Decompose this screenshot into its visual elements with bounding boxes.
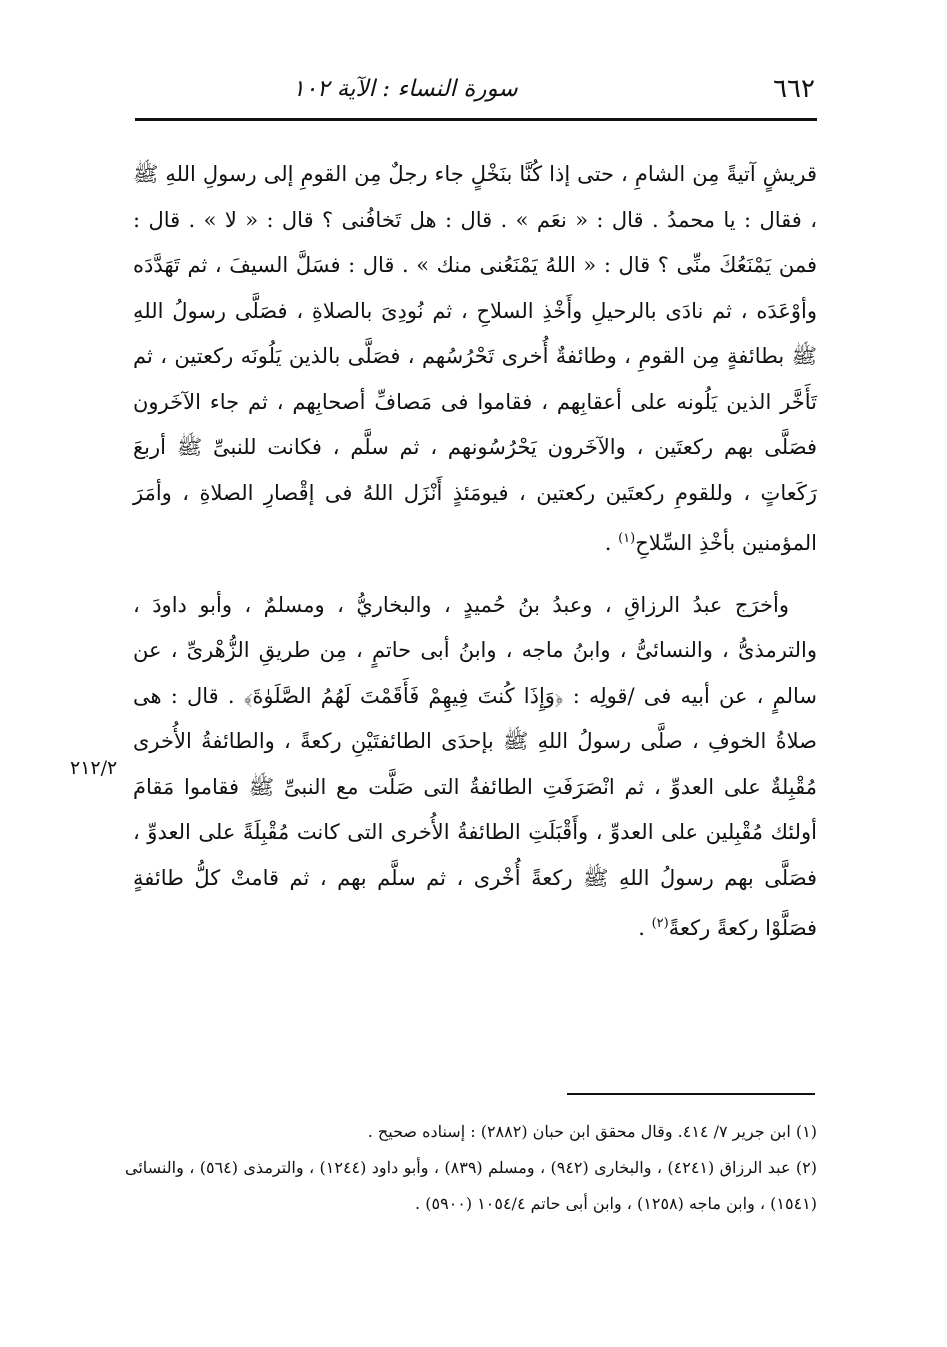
footnote-1: (١) ابن جرير ٧/ ٤١٤. وقال محقق ابن حبان (٢٨٨٢) : إسناده صحيح . — [367, 1122, 817, 1141]
paragraph-2 — [133, 583, 817, 952]
footnote-2: (٢) عبد الرزاق (٤٢٤١) ، والبخارى (٩٤٢) ، ومسلم (٨٣٩) ، وأبو داود (١٢٤٤) ، والترمذى (٥٦٤) ، والنسائى (١٥٤١) ، وابن ماجه (١٢٥٨) ، وابن أبى حاتم ١٠٥٤/٤ (٥٩٠٠) . — [125, 1158, 817, 1213]
footnote-ref-2: (٢) — [651, 916, 669, 931]
page-header — [135, 72, 815, 108]
margin-reference: ٢١٢/٢ — [70, 757, 118, 779]
paragraph-1 — [133, 152, 817, 567]
paragraph-1-text: قريشٍ آتيةً مِن الشامِ ، حتى إذا كُنَّا بنَخْلٍ جاء رجلٌ مِن القومِ إلى رسولِ اللهِ ﷺ ، فقال : يا محمدُ . قال : « نعَم » . قال : هل تَخافُنى ؟ قال : « لا » . قال : فمن يَمْنَعُكَ منِّى ؟ قال : « اللهُ يَمْنَعُنى منك » . قال : فسَلَّ السيفَ ، ثم تَهَدَّدَه وأوْعَدَه ، ثم نادَى بالرحيلِ وأَخْذِ السلاحِ ، ثم نُودِىَ بالصلاةِ ، فصَلَّى رسولُ اللهِ ﷺ بطائفةٍ مِن القومِ ، وطائفةٌ أُخرى تَحْرُسُهم ، فصَلَّى بالذين يَلُونَه ركعتين ، ثم تَأَخَّر الذين يَلُونه على أعقابِهم ، فقاموا فى مَصافِّ أصحابِهم ، ثم جاء الآخَرون فصَلَّى بهم ركعتَين ، والآخَرون يَحْرُسُونهم ، ثم سلَّم ، فكانت للنبىِّ ﷺ أربعَ رَكَعاتٍ ، وللقومِ ركعتَين ركعتين ، فيومَئذٍ أَنْزَل اللهُ فى إقْصارِ الصلاةِ ، وأمَرَ المؤمنين بأخْذِ السِّلاحِ — [133, 162, 817, 555]
paragraph-2-text-b: . قال : هى صلاةُ الخوفِ ، صلَّى رسولُ اللهِ ﷺ بإحدَى الطائفتَيْنِ ركعةً ، والطائفةُ الأُخرى مُقْبِلةٌ على العدوِّ ، ثم انْصَرَفَتِ الطائفةُ التى صَلَّت مع النبىِّ ﷺ فقاموا مَقامَ أولئك مُقْبِلين على العدوِّ ، وأَقْبَلَتِ الطائفةُ الأُخرى التى كانت مُقْبِلَةً على العدوِّ ، فصَلَّى بهم رسولُ اللهِ ﷺ ركعةً أُخْرى ، ثم سلَّم بهم ، ثم قامتْ كلُّ طائفةٍ فصَلَّوْا ركعةً ركعةً — [133, 683, 817, 940]
paragraph-1-end: . — [604, 531, 619, 555]
footnotes — [125, 1114, 817, 1222]
paragraph-2-text-a: وأخرَج عبدُ الرزاقِ ، وعبدُ بنُ حُميدٍ ، والبخاريُّ ، ومسلمٌ ، وأبو داودَ ، والترمذىُّ ، والنسائىُّ ، وابنُ ماجه ، وابنُ أبى حاتمٍ ، مِن طريقِ الزُّهْرىِّ ، عن سالمٍ ، عن أبيه فى /قولِه : — [133, 592, 817, 708]
page-number: ٦٦٢ — [773, 74, 815, 104]
paragraph-2-end: . — [638, 916, 652, 940]
footnote-ref-1: (١) — [618, 531, 636, 546]
header-rule — [135, 118, 817, 121]
running-title: سورة النساء : الآية ١٠٢ — [292, 76, 518, 102]
body-text — [133, 152, 817, 952]
footnote-rule — [567, 1093, 815, 1095]
quran-verse: ﴿وَإِذَا كُنتَ فِيهِمْ فَأَقَمْتَ لَهُمُ الصَّلَوٰةَ﴾ — [243, 683, 564, 708]
